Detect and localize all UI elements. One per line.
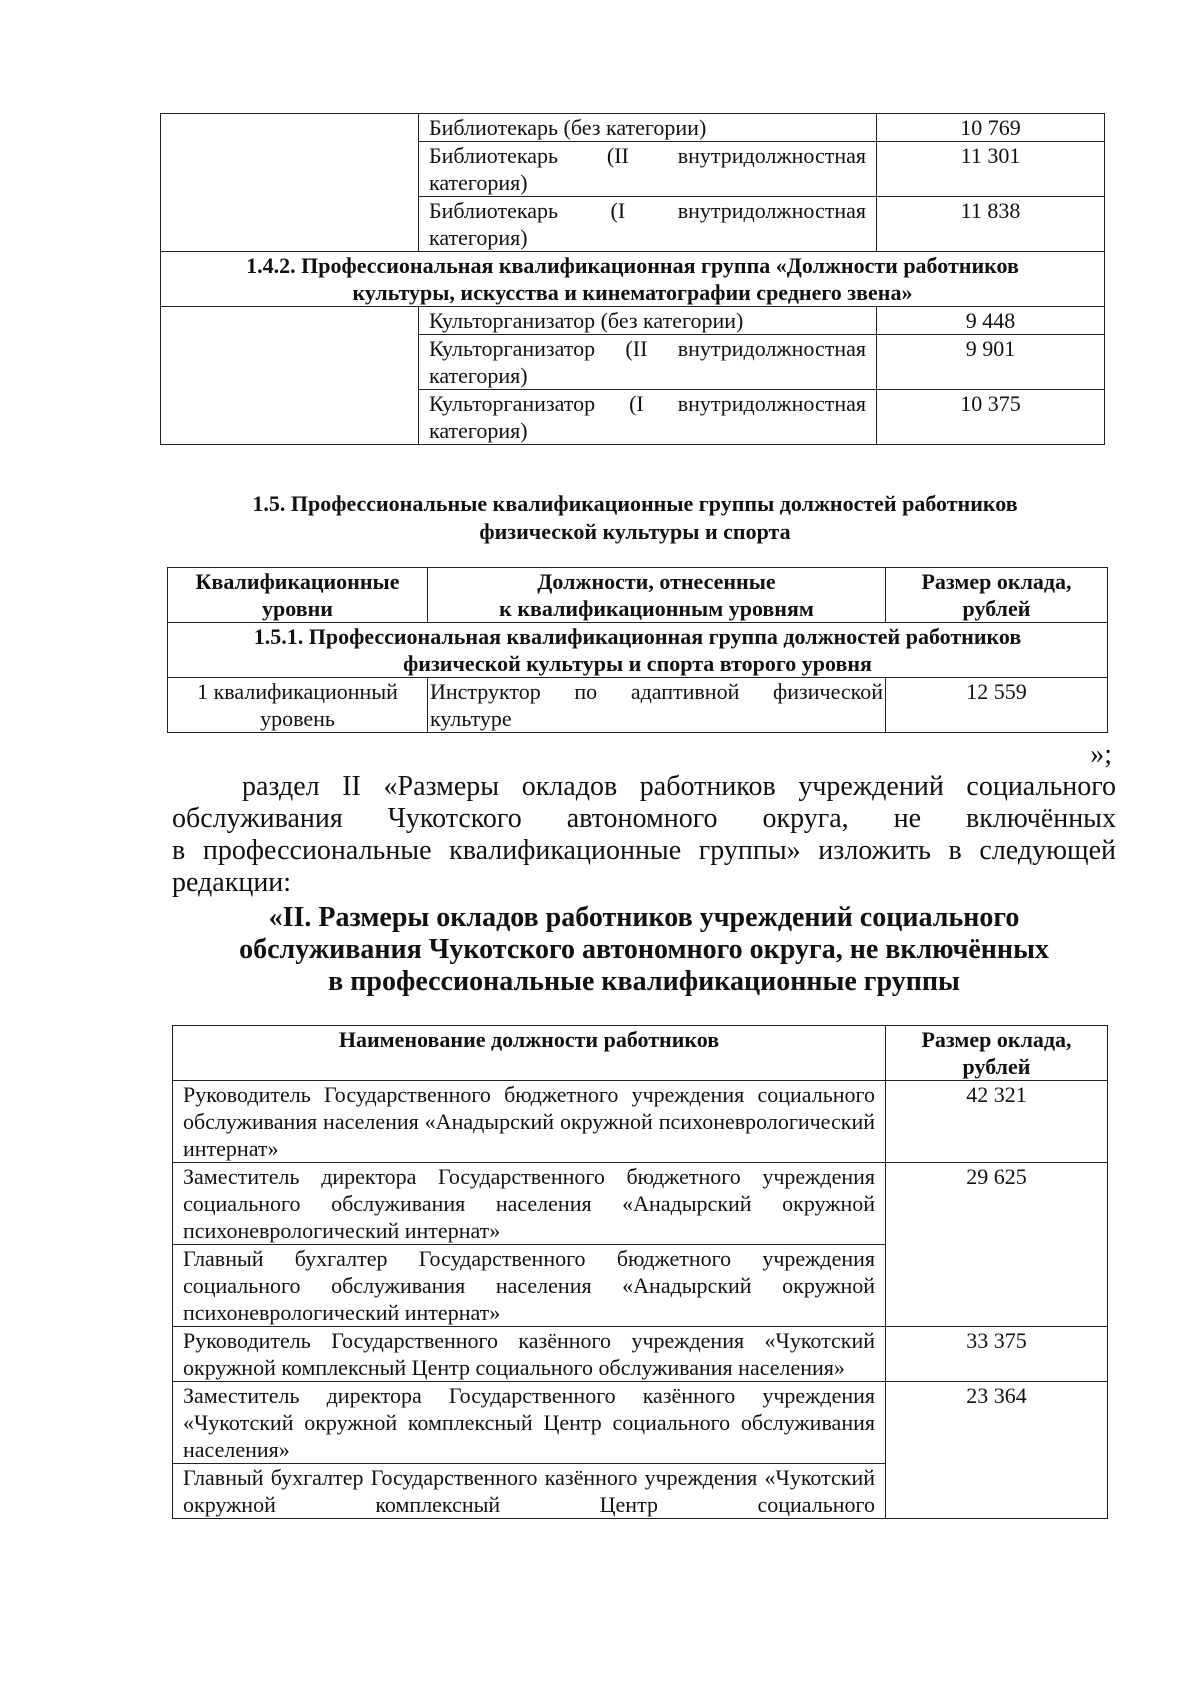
salary-cell: 12 559 [886, 678, 1108, 733]
salary-cell: 29 625 [886, 1163, 1108, 1327]
position-cell: Культорганизатор (II внутридолжностная категория) [419, 335, 877, 390]
table-culture-positions [160, 113, 1105, 445]
paragraph-line: раздел II «Размеры окладов работников учреждений социального [242, 771, 1116, 802]
position-cell: Культорганизатор (I внутридолжностная категория) [419, 390, 877, 445]
table-sport-positions [167, 567, 1108, 733]
heading-line: 1.5. Профессиональные квалификационные группы должностей работников [252, 491, 1018, 516]
table-row [168, 678, 1108, 733]
table-row [168, 623, 1108, 678]
table-header-row [173, 1026, 1108, 1081]
position-cell: Заместитель директора Государственного бюджетного учреждения социального обслуживания населения «Анадырский окружной психоневрологический интернат» [173, 1163, 886, 1245]
table-row [161, 114, 1105, 142]
group-header-line: 1.4.2. Профессиональная квалификационная группа «Должности работников [246, 253, 1019, 278]
paragraph-line: редакции: [172, 867, 292, 898]
salary-cell: 9 901 [877, 335, 1105, 390]
section-heading-2 [172, 902, 1116, 998]
salary-cell: 10 769 [877, 114, 1105, 142]
position-cell: Библиотекарь (без категории) [419, 114, 877, 142]
paragraph-line: обслуживания Чукотского автономного округа, не включённых [172, 803, 1116, 834]
header-position-name: Наименование должности работников [173, 1026, 886, 1081]
level-cell: 1 квалификационный уровень [168, 678, 428, 733]
header-levels: Квалификационные уровни [168, 568, 428, 623]
salary-cell: 11 838 [877, 197, 1105, 252]
table-row [173, 1163, 1108, 1245]
position-cell: Инструктор по адаптивной физической культуре [428, 678, 886, 733]
table-header-row [168, 568, 1108, 623]
paragraph-line: в профессиональные квалификационные группы» изложить в следующей [172, 835, 1116, 866]
salary-cell: 42 321 [886, 1081, 1108, 1163]
heading-line: «II. Размеры окладов работников учреждений социального [268, 902, 1020, 933]
position-cell: Руководитель Государственного казённого учреждения «Чукотский окружной комплексный Центр социального обслуживания населения» [173, 1327, 886, 1382]
empty-level-cell [161, 114, 419, 252]
position-cell: Главный бухгалтер Государственного бюджетного учреждения социального обслуживания населения «Анадырский окружной психоневрологический интернат» [173, 1245, 886, 1327]
table-row [161, 307, 1105, 335]
position-cell: Культорганизатор (без категории) [419, 307, 877, 335]
table-row [161, 252, 1105, 307]
table-social-service-salaries [172, 1025, 1108, 1519]
position-cell: Заместитель директора Государственного казённого учреждения «Чукотский окружной комплексный Центр социального обслуживания населения» [173, 1382, 886, 1464]
table-row [173, 1382, 1108, 1464]
amendment-paragraph [172, 771, 1116, 899]
header-line: к квалификационным уровням [499, 596, 814, 621]
salary-cell: 23 364 [886, 1382, 1108, 1519]
header-salary: Размер оклада, рублей [886, 1026, 1108, 1081]
group-header-line: 1.5.1. Профессиональная квалификационная группа должностей работников [253, 624, 1022, 649]
salary-cell: 10 375 [877, 390, 1105, 445]
closing-quote: »; [1090, 739, 1112, 770]
table-row [173, 1327, 1108, 1382]
group-header-cell [161, 252, 1105, 307]
header-salary: Размер оклада, рублей [886, 568, 1108, 623]
heading-line: обслуживания Чукотского автономного округа, не включённых [239, 934, 1049, 965]
table-row [173, 1081, 1108, 1163]
empty-level-cell [161, 307, 419, 445]
group-header-line: культуры, искусства и кинематографии среднего звена» [352, 280, 913, 305]
heading-line: в профессиональные квалификационные группы [328, 966, 960, 997]
salary-cell: 11 301 [877, 142, 1105, 197]
header-positions [428, 568, 886, 623]
group-header-cell [168, 623, 1108, 678]
position-cell: Библиотекарь (II внутридолжностная категория) [419, 142, 877, 197]
salary-cell: 9 448 [877, 307, 1105, 335]
group-header-line: физической культуры и спорта второго уровня [403, 651, 872, 676]
position-cell: Руководитель Государственного бюджетного учреждения социального обслуживания населения «Анадырский окружной психоневрологический интернат» [173, 1081, 886, 1163]
position-cell: Главный бухгалтер Государственного казённого учреждения «Чукотский окружной комплексный Центр социального [173, 1464, 886, 1519]
salary-cell: 33 375 [886, 1327, 1108, 1382]
header-line: Должности, отнесенные [537, 569, 776, 594]
heading-line: физической культуры и спорта [479, 519, 791, 544]
section-heading-1-5 [160, 490, 1110, 546]
position-cell: Библиотекарь (I внутридолжностная категория) [419, 197, 877, 252]
